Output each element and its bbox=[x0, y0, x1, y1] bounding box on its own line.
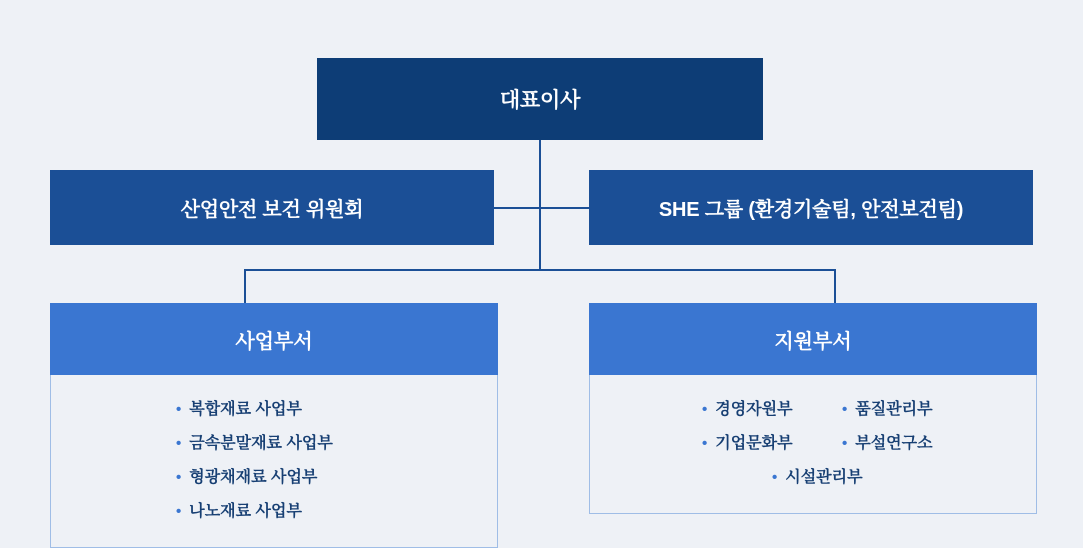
node-she-group bbox=[589, 170, 1033, 245]
node-safety-committee-label: 산업안전 보건 위원회 bbox=[180, 199, 364, 221]
list-item-label: 부설연구소 bbox=[855, 435, 933, 452]
bullet-icon: • bbox=[842, 401, 848, 418]
list-item bbox=[842, 393, 982, 427]
group-support-department-list bbox=[589, 375, 1037, 514]
list-item-label: 복합재료 사업부 bbox=[189, 401, 302, 418]
node-she-group-label: SHE 그룹 (환경기술팀, 안전보건팀) bbox=[658, 199, 964, 221]
list-item bbox=[176, 393, 384, 427]
group-support-department bbox=[589, 303, 1037, 514]
list-item bbox=[176, 495, 384, 529]
list-item-label: 기업문화부 bbox=[715, 435, 793, 452]
connector-business-down bbox=[244, 269, 246, 304]
bullet-icon: • bbox=[176, 435, 182, 452]
list-item bbox=[842, 427, 982, 461]
bullet-icon: • bbox=[702, 435, 708, 452]
bullet-icon: • bbox=[176, 503, 182, 520]
connector-level2-bus bbox=[494, 207, 589, 209]
group-business-department bbox=[50, 303, 498, 548]
group-business-department-list bbox=[50, 375, 498, 548]
bullet-icon: • bbox=[842, 435, 848, 452]
list-item-label: 나노재료 사업부 bbox=[189, 503, 302, 520]
bullet-icon: • bbox=[176, 401, 182, 418]
list-item-label: 품질관리부 bbox=[855, 401, 933, 418]
group-business-department-title: 사업부서 bbox=[235, 330, 313, 353]
bullet-icon: • bbox=[176, 469, 182, 486]
list-item bbox=[702, 427, 842, 461]
list-item-label: 금속분말재료 사업부 bbox=[189, 435, 333, 452]
group-business-department-header bbox=[50, 303, 498, 375]
group-support-department-header bbox=[589, 303, 1037, 375]
connector-ceo-down bbox=[539, 140, 541, 208]
bullet-icon: • bbox=[702, 401, 708, 418]
list-item bbox=[176, 427, 384, 461]
node-safety-committee bbox=[50, 170, 494, 245]
node-ceo-label: 대표이사 bbox=[499, 89, 581, 112]
connector-center-down bbox=[539, 207, 541, 270]
list-item-label: 시설관리부 bbox=[785, 469, 863, 486]
list-item-label: 형광채재료 사업부 bbox=[189, 469, 318, 486]
bullet-icon: • bbox=[772, 469, 778, 486]
group-support-department-title: 지원부서 bbox=[774, 330, 852, 353]
connector-support-down bbox=[834, 269, 836, 304]
list-item bbox=[702, 393, 842, 427]
list-item-label: 경영자원부 bbox=[715, 401, 793, 418]
node-ceo bbox=[317, 58, 763, 140]
list-item bbox=[176, 461, 384, 495]
list-item bbox=[772, 461, 912, 495]
connector-dept-bus bbox=[244, 269, 835, 271]
